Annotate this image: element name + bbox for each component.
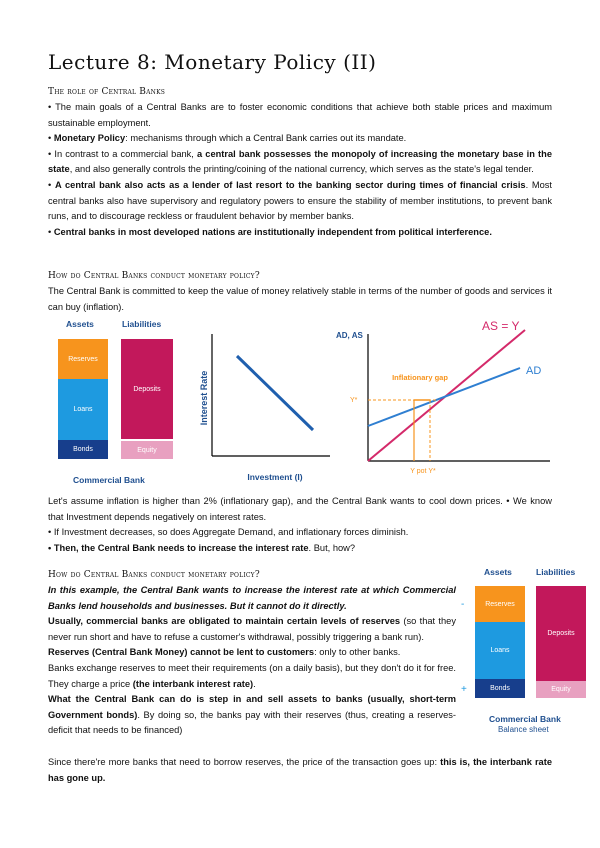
ystar-label: Y* [350, 397, 358, 404]
balance-subcaption-2: Balance sheet [498, 725, 549, 734]
loans-block: Loans [58, 379, 108, 440]
deposits-block: Deposits [121, 339, 173, 439]
example-paragraph-4: Banks exchange reserves to meet their requirements (on a daily basis), but they don't do it for free. They charge a price (the interbank interest rate). [48, 662, 456, 689]
equity-block-2: Equity [536, 681, 586, 698]
bullet-5: • Central banks in most developed nations are institutionally independent from political interference. [48, 226, 492, 237]
interest-rate-label: Interest Rate [199, 370, 209, 426]
section-heading-role: The role of Central Banks [48, 87, 166, 97]
liabilities-heading-2: Liabilities [536, 567, 576, 577]
section-heading-conduct-2: How do Central Banks conduct monetary policy? [48, 570, 260, 580]
example-paragraph-1: In this example, the Central Bank wants to increase the interest rate at which Commercial Banks lend households and businesses. But it cannot do it directly. [48, 585, 456, 611]
liabilities-heading: Liabilities [122, 319, 162, 329]
bonds-block: Bonds [58, 440, 108, 459]
investment-label: Investment (I) [247, 472, 303, 482]
minus-sign: - [461, 599, 465, 610]
page-title: Lecture 8: Monetary Policy (II) [48, 50, 377, 74]
section-conduct-intro: The Central Bank is committed to keep the value of money relatively stable in terms of the number of goods and services it can buy (inflation). [48, 286, 552, 312]
balance-caption-2: Commercial Bank [489, 714, 561, 724]
bonds-block-2: Bonds [475, 679, 525, 698]
as-label: AS = Y [482, 319, 520, 333]
adas-xlabel: Y pot Y* [410, 468, 436, 475]
example-paragraph-5: What the Central Bank can do is step in and sell assets to banks (usually, short-term Government bonds). By doing so, the banks pay with their reserves (thus, creating a reserves-deficit that needs to be financed) [48, 694, 457, 736]
ad-label: AD [526, 365, 542, 377]
section-conduct-example [48, 583, 456, 739]
reserves-block-2: Reserves [475, 586, 525, 622]
adas-ylabel: AD, AS [336, 331, 363, 340]
after-paragraph-3: • Then, the Central Bank needs to increase the interest rate. But, how? [48, 542, 356, 553]
investment-demand-line [237, 356, 313, 430]
assets-heading-2: Assets [484, 567, 512, 577]
adas-chart [330, 316, 555, 486]
section-heading-conduct: How do Central Banks conduct monetary policy? [48, 271, 260, 281]
equity-block: Equity [121, 441, 173, 459]
bullet-4: • A central bank also acts as a lender of last resort to the banking sector during times of financial crisis. Most central banks also have supervisory and regulatory powers to ensure the stability of member institutions, to prevent bank runs, and to discourage reckless or fraudulent behavior by member banks. [48, 179, 553, 222]
after-paragraph-1: Let's assume inflation is higher than 2% (inflationary gap), and the Central Bank wants to cool down prices. • We know that Investment depends negatively on interest rates. [48, 496, 552, 522]
after-paragraph-2: • If Investment decreases, so does Aggregate Demand, and inflationary forces diminish. [48, 527, 409, 538]
balance-caption: Commercial Bank [73, 475, 145, 485]
bullet-3: • In contrast to a commercial bank, a central bank possesses the monopoly of increasing the monetary base in the state, and also generally controls the printing/coining of the national currency, which serves as the state's legal tender. [48, 148, 552, 175]
section-conduct-after [48, 494, 552, 556]
deposits-block-2: Deposits [536, 586, 586, 681]
example-paragraph-3: Reserves (Central Bank Money) cannot be lent to customers: only to other banks. [48, 647, 401, 658]
loans-block-2: Loans [475, 622, 525, 679]
plus-sign: + [461, 684, 467, 695]
bullet-2: • Monetary Policy: mechanisms through which a Central Bank carries out its mandate. [48, 133, 407, 144]
section-role-body [48, 100, 552, 240]
bullet-1: • The main goals of a Central Banks are to foster economic conditions that achieve both stable prices and maximum sustainable employment. [48, 102, 552, 128]
assets-heading: Assets [66, 319, 94, 329]
example-paragraph-6: Since there're more banks that need to borrow reserves, the price of the transaction goes up: this is, the interbank rate has gone up. [48, 757, 552, 783]
investment-chart [195, 328, 335, 488]
example-paragraph-2: Usually, commercial banks are obligated to maintain certain levels of reserves (so that they never run short and have to refuse a customer's withdrawal, possibly triggering a bank run). [48, 616, 456, 642]
reserves-block: Reserves [58, 339, 108, 379]
gap-label: Inflationary gap [392, 373, 448, 382]
